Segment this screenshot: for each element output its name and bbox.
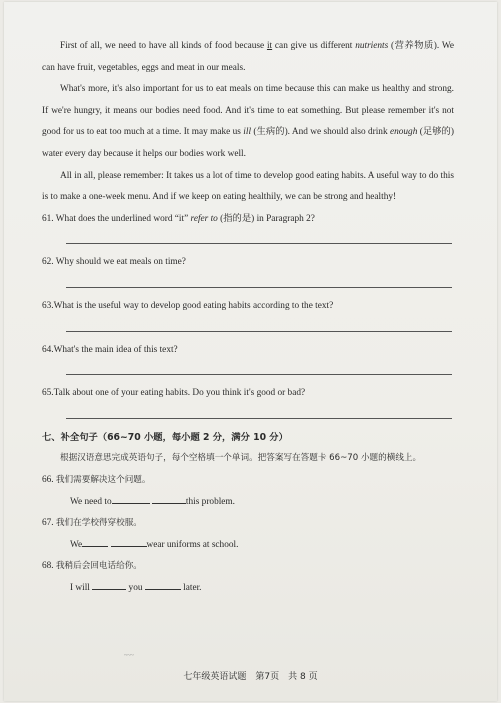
page-footer: 七年级英语试题 第7页 共 8 页 (183, 672, 318, 682)
blank-67b[interactable] (111, 536, 147, 547)
item-68-chinese: 68. 我稍后会回电话给你。 (42, 561, 142, 572)
answer-line-62[interactable] (66, 287, 452, 288)
passage-paragraph-1: First of all, we need to have all kinds of food because it can give us different nutrients (营养物质). We can have fruit, vegetables, eggs and meat in our meals. (42, 41, 454, 73)
question-65: 65.Talk about one of your eating habits. Do you think it's good or bad? (42, 388, 306, 399)
blank-66a[interactable] (112, 493, 150, 504)
item-66-english: We need to this problem. (42, 492, 454, 514)
answer-line-63[interactable] (66, 331, 452, 332)
item-67-chinese: 67. 我们在学校得穿校服。 (42, 518, 142, 529)
blank-68b[interactable] (145, 579, 181, 590)
question-61: 61. What does the underlined word “it” refer to (指的是) in Paragraph 2? (42, 213, 315, 224)
passage-paragraph-3: All in all, please remember: It takes us a lot of time to develop good eating habits. A useful way to do this is to make a one-week menu. And if we keep on eating healthily, we can be strong and healthy! (42, 170, 454, 203)
blank-68a[interactable] (92, 579, 126, 590)
item-66-chinese: 66. 我们需要解决这个问题。 (42, 474, 151, 485)
item-67-english: We wear uniforms at school. (42, 535, 454, 557)
answer-line-65[interactable] (66, 418, 452, 419)
item-68-english: I will you later. (42, 578, 454, 600)
blank-66b[interactable] (152, 493, 186, 504)
page-content (42, 36, 454, 599)
question-63: 63.What is the useful way to develop good eating habits according to the text? (42, 300, 334, 311)
passage-paragraph-2: What's more, it's also important for us to eat meals on time because this can make us healthy and strong. If we're hungry, it means our bodies need food. And it's time to eat something. But please remember it's not good for us to eat too much at a time. It may make us ill (生病的). And we should also drink enough (足够的) water every day because it helps our bodies work well. (42, 84, 454, 159)
blank-67a[interactable] (82, 536, 108, 547)
section-7-title: 七、补全句子（66~70 小题，每小题 2 分，满分 10 分） (42, 431, 288, 443)
section-7-instruction: 根据汉语意思完成英语句子，每个空格填一个单词。把答案写在答题卡 66~70 小题的横线上。 (60, 453, 422, 464)
stray-mark: ~~~ (124, 653, 134, 659)
answer-line-61[interactable] (66, 243, 452, 244)
question-62: 62. Why should we eat meals on time? (42, 257, 186, 268)
answer-line-64[interactable] (66, 374, 452, 375)
exam-page (4, 2, 497, 701)
question-64: 64.What's the main idea of this text? (42, 344, 178, 355)
